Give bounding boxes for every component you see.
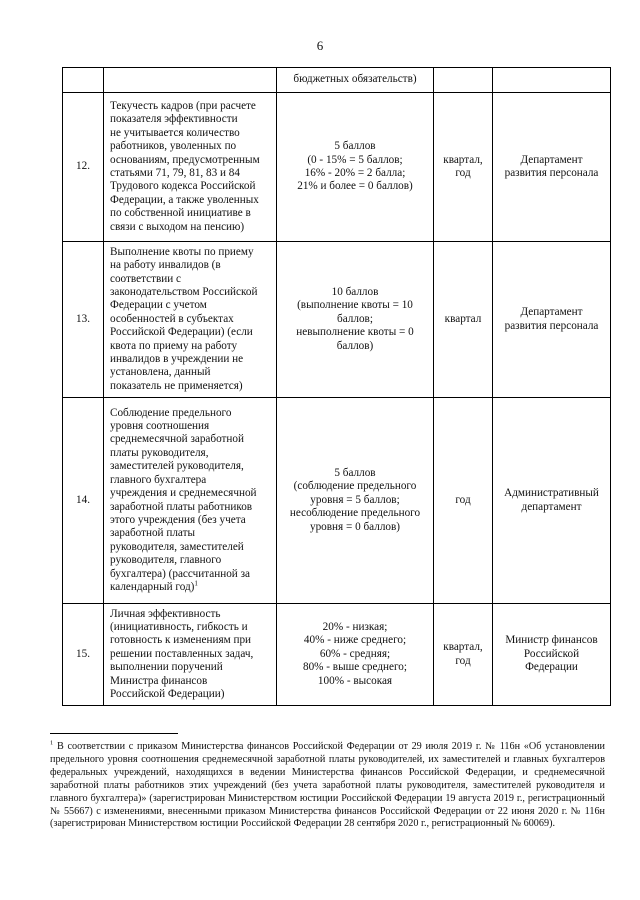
score-cell: 10 баллов (выполнение квоты = 10 баллов; невыполнение квоты = 0 баллов) [277,242,434,398]
row-number: 15. [63,604,104,706]
score-cell: 5 баллов (0 - 15% = 5 баллов; 16% - 20% = 2 балла; 21% и более = 0 баллов) [277,93,434,242]
criteria-table [62,67,611,706]
row-number: 12. [63,93,104,242]
criterion-text: Соблюдение предельного уровня соотношения среднемесячной заработной платы руководителя, заместителей руководителя, главного бухгалтера учреждения и среднемесячной заработной платы работников этого учреждения (без учета заработной платы руководителя, заместителей руководителя, главного бухгалтера) (рассчитанной за календарный год)$^1$ [110,406,257,593]
score-cell: 5 баллов (соблюдение предельного уровня = 5 баллов; несоблюдение предельного уровня = 0 баллов) [277,398,434,604]
responsible-cell: Министр финансов Российской Федерации [493,604,611,706]
table-row [63,93,611,242]
criterion-cell: Текучесть кадров (при расчете показателя эффективности не учитывается количество работников, уволенных по основаниям, предусмотренным статьями 71, 79, 81, 83 и 84 Трудового кодекса Российской Федерации, а также уволенных по собственной инициативе в связи с выходом на пенсию) [104,93,277,242]
responsible-cell [493,68,611,93]
period-cell: квартал [434,242,493,398]
footnote-text: В соответствии с приказом Министерства финансов Российской Федерации от 29 июля 2019 г. № 116н «Об установлении предельного уровня соотношения среднемесячной заработной платы руководителей, их заместителей и главных бухгалтеров федеральных учреждений, находящихся в ведении Министерства финансов Российской Федерации, и среднемесячной заработной платы работников этих учреждений (без учета заработной платы руководителя, заместителей руководителя и главного бухгалтера)» (зарегистрирован Министерством юстиции Российской Федерации 19 августа 2019 г., регистрационный № 55667) с изменениями, внесенными приказом Министерства финансов Российской Федерации от 22 июня 2020 г. № 116н (зарегистрирован Министерством юстиции Российской Федерации 28 сентября 2020 г., регистрационный № 60069). [50,741,605,830]
criterion-cell: Выполнение квоты по приему на работу инвалидов (в соответствии с законодательством Российской Федерации с учетом особенностей в субъектах Российской Федерации) (если квота по приему на работу инвалидов в учреждении не установлена, данный показатель не применяется) [104,242,277,398]
row-number: 13. [63,242,104,398]
row-number: 14. [63,398,104,604]
score-cell: бюджетных обязательств) [277,68,434,93]
row-number [63,68,104,93]
criterion-cell: Личная эффективность (инициативность, гибкость и готовность к изменениям при решении поставленных задач, выполнении поручений Министра финансов Российской Федерации) [104,604,277,706]
criterion-cell [104,68,277,93]
table-row [63,398,611,604]
continuation-row [63,68,611,93]
footnote-mark: 1 [50,739,54,747]
footnote-reference: 1 [194,579,198,588]
period-cell [434,68,493,93]
criterion-cell [104,398,277,604]
score-cell: 20% - низкая; 40% - ниже среднего; 60% - средняя; 80% - выше среднего; 100% - высокая [277,604,434,706]
responsible-cell: Административный департамент [493,398,611,604]
period-cell: квартал, год [434,93,493,242]
responsible-cell: Департамент развития персонала [493,242,611,398]
table-row [63,604,611,706]
responsible-cell: Департамент развития персонала [493,93,611,242]
period-cell: квартал, год [434,604,493,706]
page-number: 6 [316,38,324,53]
footnote-separator [50,733,178,734]
footnote [50,741,605,831]
table-row [63,242,611,398]
period-cell: год [434,398,493,604]
